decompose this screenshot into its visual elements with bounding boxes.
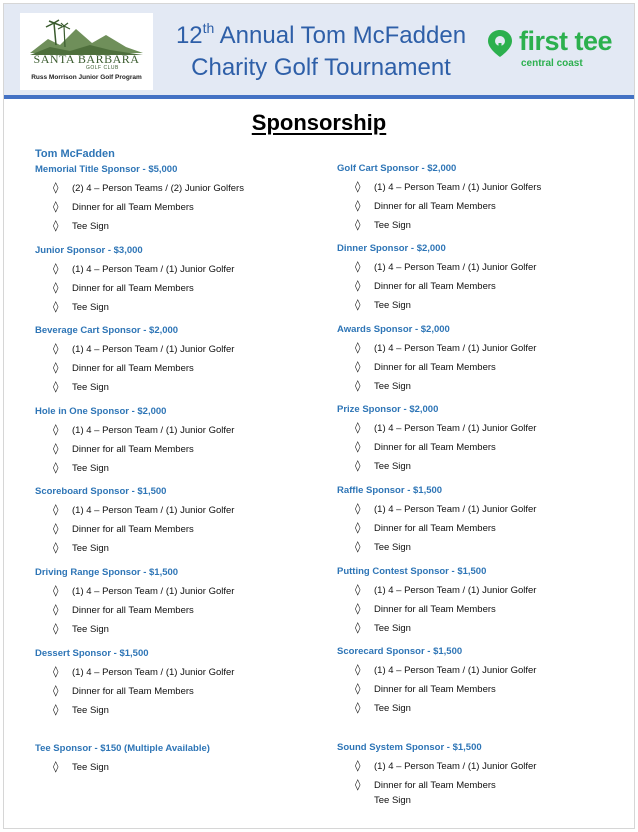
diamond-bullet-icon: ◊ [355,260,361,273]
diamond-bullet-icon: ◊ [53,461,59,474]
logo-club: GOLF CLUB [86,65,119,71]
diamond-bullet-icon: ◊ [355,180,361,193]
benefit-item: ◊ Tee Sign [53,461,109,474]
diamond-bullet-icon: ◊ [355,701,361,714]
title-ordinal: th [202,20,215,36]
header-rule [4,95,634,99]
sponsor-block-junior [35,245,235,321]
sponsor-title: Golf Cart Sponsor - $2,000 [337,163,457,174]
diamond-bullet-icon: ◊ [53,200,59,213]
benefit-item: Tee Sign [374,795,411,806]
title-line1: Annual Tom McFadden [214,22,467,49]
diamond-bullet-icon: ◊ [53,522,59,535]
title-line2: Charity Golf Tournament [191,54,451,81]
sponsor-title: Awards Sponsor - $2,000 [337,324,450,335]
benefit-item: ◊ Dinner for all Team Members [355,279,496,292]
benefit-item: ◊ (2) 4 – Person Teams / (2) Junior Golfers [53,181,244,194]
mountain-palm-icon [30,17,143,57]
benefit-item: ◊ Tee Sign [53,380,109,393]
sponsor-title: Driving Range Sponsor - $1,500 [35,567,179,578]
sponsor-title: Raffle Sponsor - $1,500 [337,485,443,496]
diamond-bullet-icon: ◊ [355,583,361,596]
sponsor-block-scorecard [337,646,537,722]
first-tee-name: first tee [519,26,613,56]
benefit-item: ◊ (1) 4 – Person Team / (1) Junior Golfer [355,260,537,273]
diamond-bullet-icon: ◊ [355,421,361,434]
benefit-item: ◊ Tee Sign [53,300,109,313]
benefit-item: ◊ (1) 4 – Person Team / (1) Junior Golfer [53,423,235,436]
diamond-bullet-icon: ◊ [355,602,361,615]
diamond-bullet-icon: ◊ [53,281,59,294]
sponsor-block-golf-cart [337,163,542,239]
sponsor-block-tee [35,743,210,781]
benefit-item: ◊ Tee Sign [53,760,109,773]
diamond-bullet-icon: ◊ [53,541,59,554]
benefit-item: ◊ Dinner for all Team Members [355,521,496,534]
sponsor-block-putting-contest [337,566,537,642]
sponsor-block-raffle [337,485,537,561]
diamond-bullet-icon: ◊ [355,682,361,695]
sponsor-title: Scoreboard Sponsor - $1,500 [35,486,167,497]
diamond-bullet-icon: ◊ [355,360,361,373]
diamond-bullet-icon: ◊ [355,379,361,392]
diamond-bullet-icon: ◊ [355,663,361,676]
diamond-bullet-icon: ◊ [53,603,59,616]
benefit-item: ◊ (1) 4 – Person Team / (1) Junior Golfer [53,342,235,355]
diamond-bullet-icon: ◊ [355,440,361,453]
benefit-item: ◊ Dinner for all Team Members [355,778,496,791]
sponsor-title: Dessert Sponsor - $1,500 [35,648,149,659]
benefit-item: ◊ Dinner for all Team Members [355,199,496,212]
sponsor-block-awards [337,324,537,400]
benefit-item: ◊ (1) 4 – Person Team / (1) Junior Golfer [355,759,537,772]
diamond-bullet-icon: ◊ [53,703,59,716]
sponsor-title: Prize Sponsor - $2,000 [337,404,439,415]
diamond-bullet-icon: ◊ [53,503,59,516]
benefit-item: ◊ Dinner for all Team Members [53,281,194,294]
diamond-bullet-icon: ◊ [53,760,59,773]
sponsor-block-memorial-title [35,164,244,240]
benefit-item: ◊ (1) 4 – Person Team / (1) Junior Golfer [355,663,537,676]
diamond-bullet-icon: ◊ [355,502,361,515]
diamond-bullet-icon: ◊ [355,341,361,354]
first-tee-subtitle: central coast [521,58,583,69]
diamond-bullet-icon: ◊ [53,380,59,393]
diamond-bullet-icon: ◊ [355,298,361,311]
sponsor-title: Junior Sponsor - $3,000 [35,245,143,256]
santa-barbara-golf-club-logo [20,13,153,90]
benefit-item: ◊ (1) 4 – Person Team / (1) Junior Golfer [355,341,537,354]
sponsor-title: Beverage Cart Sponsor - $2,000 [35,325,179,336]
benefit-item: ◊ Tee Sign [53,622,109,635]
benefit-item: ◊ Tee Sign [355,459,411,472]
benefit-item: ◊ Dinner for all Team Members [355,440,496,453]
diamond-bullet-icon: ◊ [53,181,59,194]
benefit-item: ◊ Tee Sign [53,703,109,716]
diamond-bullet-icon: ◊ [53,342,59,355]
diamond-bullet-icon: ◊ [53,665,59,678]
diamond-bullet-icon: ◊ [53,584,59,597]
sponsor-block-dinner [337,243,537,319]
sponsor-block-sound-system [337,742,537,810]
benefit-item: ◊ Dinner for all Team Members [53,603,194,616]
diamond-bullet-icon: ◊ [53,300,59,313]
benefit-item: ◊ (1) 4 – Person Team / (1) Junior Golfer [355,583,537,596]
sponsor-title: Tee Sponsor - $150 (Multiple Available) [35,743,210,754]
diamond-bullet-icon: ◊ [53,442,59,455]
logo-name: SANTA BARBARA [33,52,140,66]
intro-heading: Tom McFadden [35,148,115,160]
sponsor-block-beverage-cart [35,325,235,401]
sponsor-title: Scorecard Sponsor - $1,500 [337,646,463,657]
benefit-item: ◊ Tee Sign [355,701,411,714]
location-pin-icon [485,28,515,58]
diamond-bullet-icon: ◊ [355,279,361,292]
header-band [4,4,634,96]
sponsor-block-driving-range [35,567,235,643]
sponsor-block-hole-in-one [35,406,235,482]
benefit-item: ◊ (1) 4 – Person Team / (1) Junior Golfer [53,262,235,275]
benefit-item: ◊ Dinner for all Team Members [53,684,194,697]
diamond-bullet-icon: ◊ [355,621,361,634]
benefit-item: ◊ (1) 4 – Person Team / (1) Junior Golfer [53,503,235,516]
benefit-item: ◊ (1) 4 – Person Team / (1) Junior Golfer [53,665,235,678]
diamond-bullet-icon: ◊ [355,521,361,534]
benefit-item: ◊ Dinner for all Team Members [355,682,496,695]
benefit-item: ◊ Dinner for all Team Members [53,522,194,535]
logo-program: Russ Morrison Junior Golf Program [31,74,142,81]
sponsor-block-dessert [35,648,235,724]
title-number: 12 [175,22,203,49]
diamond-bullet-icon: ◊ [355,540,361,553]
benefit-item: ◊ Dinner for all Team Members [355,602,496,615]
benefit-item: ◊ (1) 4 – Person Team / (1) Junior Golfer [355,502,537,515]
benefit-item: ◊ Dinner for all Team Members [355,360,496,373]
benefit-item: ◊ Tee Sign [355,540,411,553]
sponsor-block-prize [337,404,537,480]
sponsor-block-scoreboard [35,486,235,562]
benefit-item: ◊ Dinner for all Team Members [53,442,194,455]
benefit-item: ◊ Tee Sign [53,541,109,554]
diamond-bullet-icon: ◊ [53,622,59,635]
diamond-bullet-icon: ◊ [355,218,361,231]
benefit-item: ◊ Tee Sign [355,218,411,231]
diamond-bullet-icon: ◊ [355,199,361,212]
page-title: Sponsorship [251,110,387,135]
sponsor-title: Putting Contest Sponsor - $1,500 [337,566,487,577]
sponsor-title: Hole in One Sponsor - $2,000 [35,406,167,417]
sponsor-title: Memorial Title Sponsor - $5,000 [35,164,178,175]
benefit-item: ◊ (1) 4 – Person Team / (1) Junior Golfer [355,421,537,434]
benefit-item: ◊ Tee Sign [53,219,109,232]
benefit-item: ◊ (1) 4 – Person Team / (1) Junior Golfers [355,180,542,193]
diamond-bullet-icon: ◊ [355,778,361,791]
sponsor-title: Dinner Sponsor - $2,000 [337,243,446,254]
diamond-bullet-icon: ◊ [53,684,59,697]
benefit-item: ◊ Tee Sign [355,379,411,392]
benefit-item: ◊ Tee Sign [355,298,411,311]
diamond-bullet-icon: ◊ [53,361,59,374]
tournament-title [162,20,480,84]
diamond-bullet-icon: ◊ [53,262,59,275]
diamond-bullet-icon: ◊ [355,759,361,772]
diamond-bullet-icon: ◊ [53,219,59,232]
sponsor-title: Sound System Sponsor - $1,500 [337,742,482,753]
benefit-item: ◊ Dinner for all Team Members [53,200,194,213]
diamond-bullet-icon: ◊ [355,459,361,472]
benefit-item: ◊ Tee Sign [355,621,411,634]
diamond-bullet-icon: ◊ [53,423,59,436]
benefit-item: ◊ (1) 4 – Person Team / (1) Junior Golfer [53,584,235,597]
benefit-item: ◊ Dinner for all Team Members [53,361,194,374]
